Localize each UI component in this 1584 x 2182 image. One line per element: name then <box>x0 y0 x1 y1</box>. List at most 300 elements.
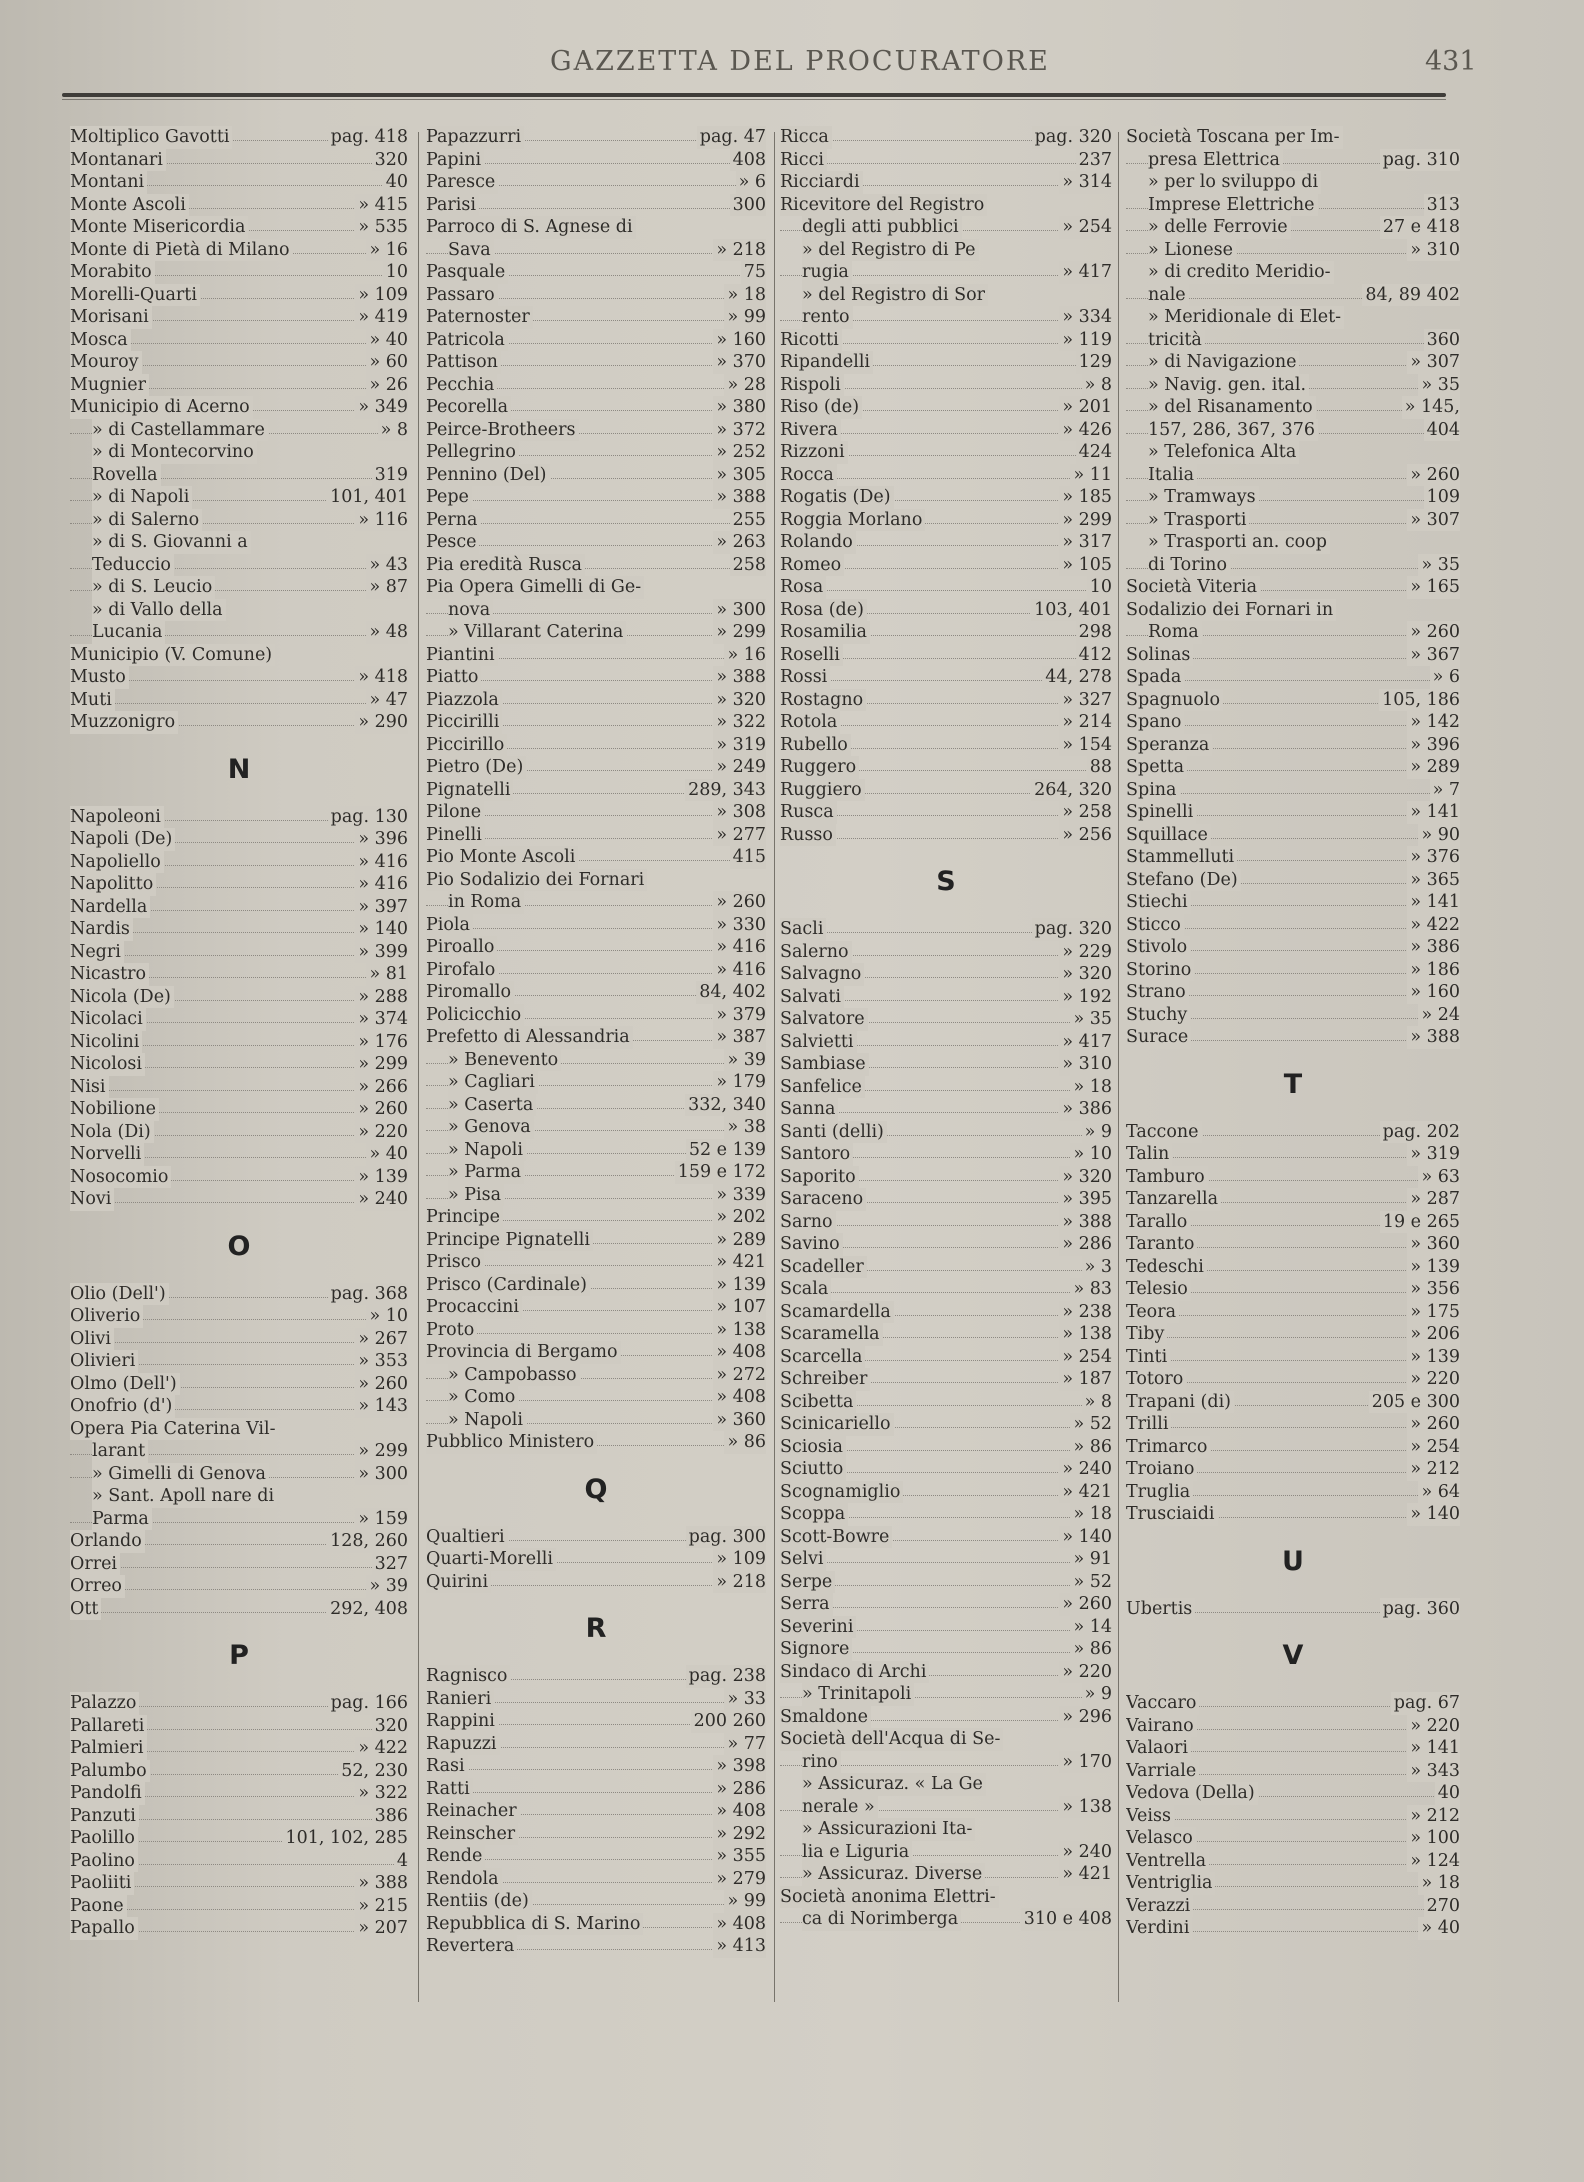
index-entry <box>70 576 408 599</box>
entry-page: pag. 47 <box>697 126 766 149</box>
index-entry <box>70 1188 408 1211</box>
index-entry <box>780 284 1112 307</box>
entry-name: » di Navigazione <box>1148 351 1299 374</box>
entry-name: Pio Sodalizio dei Fornari <box>426 869 647 892</box>
entry-page: » 266 <box>355 1076 408 1099</box>
index-entry <box>426 1526 766 1549</box>
entry-name: Nicastro <box>70 963 149 986</box>
entry-name: Salvagno <box>780 963 864 986</box>
index-entry <box>1126 779 1460 802</box>
entry-page: » 218 <box>713 1571 766 1594</box>
entry-page: » 308 <box>713 801 766 824</box>
entry-name: Speranza <box>1126 734 1212 757</box>
index-entry <box>1126 1301 1460 1324</box>
entry-name: in Roma <box>448 891 524 914</box>
entry-page: pag. 67 <box>1391 1692 1460 1715</box>
entry-page: » 18 <box>724 284 766 307</box>
index-entry <box>1126 1413 1460 1436</box>
index-entry <box>1126 374 1460 397</box>
entry-name: Società Toscana per Im- <box>1126 126 1343 149</box>
entry-name: Velasco <box>1126 1827 1196 1850</box>
entry-name: Onofrio (d') <box>70 1395 175 1418</box>
entry-name: Rosamilia <box>780 621 870 644</box>
index-entry <box>1126 351 1460 374</box>
entry-name: Quarti-Morelli <box>426 1548 556 1571</box>
index-entry <box>70 689 408 712</box>
entry-page: » 240 <box>355 1188 408 1211</box>
entry-page: » 9 <box>1082 1121 1112 1144</box>
entry-name: » Lionese <box>1148 239 1236 262</box>
index-entry <box>426 959 766 982</box>
entry-page: » 220 <box>1407 1715 1460 1738</box>
entry-page: » 376 <box>1407 846 1460 869</box>
entry-name: Olio (Dell') <box>70 1283 169 1306</box>
index-entry <box>70 963 408 986</box>
index-entry <box>1126 1737 1460 1760</box>
index-entry <box>780 1661 1112 1684</box>
entry-page: » 356 <box>1407 1278 1460 1301</box>
index-entry <box>780 486 1112 509</box>
entry-name: Prefetto di Alessandria <box>426 1026 633 1049</box>
entry-name: Ricevitore del Registro <box>780 194 987 217</box>
entry-name: larant <box>92 1440 148 1463</box>
entry-name: Mosca <box>70 329 131 352</box>
section-letter: N <box>227 753 251 785</box>
entry-page: » 413 <box>713 1935 766 1958</box>
index-entry <box>1126 734 1460 757</box>
entry-page: » 90 <box>1418 824 1460 847</box>
index-entry <box>1126 1323 1460 1346</box>
entry-page: » 288 <box>355 986 408 1009</box>
entry-name: Morabito <box>70 261 155 284</box>
entry-name: Sciutto <box>780 1458 846 1481</box>
entry-page: » 52 <box>1070 1571 1112 1594</box>
index-entry <box>780 1031 1112 1054</box>
index-entry <box>426 666 766 689</box>
entry-name: » Assicuraz. Diverse <box>802 1863 985 1886</box>
entry-page: » 218 <box>713 239 766 262</box>
index-entry <box>426 509 766 532</box>
entry-name: » Campobasso <box>448 1364 580 1387</box>
entry-page: » 139 <box>713 1274 766 1297</box>
entry-page: » 260 <box>713 891 766 914</box>
entry-name: ca di Norimberga <box>802 1908 961 1931</box>
index-entry <box>1126 1715 1460 1738</box>
entry-page: » 40 <box>1418 1917 1460 1940</box>
entry-name: Scadeller <box>780 1256 867 1279</box>
entry-page: 360 <box>1424 329 1460 352</box>
index-entry <box>426 1778 766 1801</box>
entry-page: » 395 <box>1059 1188 1112 1211</box>
entry-name: Telesio <box>1126 1278 1191 1301</box>
entry-name: Spada <box>1126 666 1184 689</box>
index-entry <box>780 441 1112 464</box>
index-entry <box>426 1688 766 1711</box>
index-entry <box>426 824 766 847</box>
index-entry <box>70 509 408 532</box>
entry-page: » 238 <box>1059 1301 1112 1324</box>
entry-name: di Torino <box>1148 554 1230 577</box>
index-entry <box>780 666 1112 689</box>
entry-name: » Trasporti <box>1148 509 1249 532</box>
entry-name: » Parma <box>448 1161 524 1184</box>
index-entry <box>70 1008 408 1031</box>
entry-name: Trimarco <box>1126 1436 1210 1459</box>
entry-page: » 388 <box>713 486 766 509</box>
entry-page: » 416 <box>713 936 766 959</box>
entry-name: Piatto <box>426 666 481 689</box>
entry-name: Scott-Bowre <box>780 1526 892 1549</box>
entry-name: Pio Monte Ascoli <box>426 846 578 869</box>
entry-page: » 322 <box>713 711 766 734</box>
entry-name: Pirofalo <box>426 959 498 982</box>
entry-name: nova <box>448 599 493 622</box>
index-entry <box>426 396 766 419</box>
entry-name: Norvelli <box>70 1143 144 1166</box>
index-entry <box>780 126 1112 149</box>
entry-name: Smaldone <box>780 1706 871 1729</box>
index-entry <box>780 171 1112 194</box>
entry-page: » 422 <box>355 1737 408 1760</box>
entry-page: 88 <box>1087 756 1112 779</box>
entry-page: 412 <box>1076 644 1112 667</box>
entry-name: lia e Liguria <box>802 1841 912 1864</box>
entry-page: » 374 <box>355 1008 408 1031</box>
entry-page: » 207 <box>355 1917 408 1940</box>
index-entry <box>426 1341 766 1364</box>
index-entry <box>426 171 766 194</box>
index-entry <box>70 873 408 896</box>
entry-name: Principe <box>426 1206 503 1229</box>
entry-name: Peirce-Brotheers <box>426 419 579 442</box>
entry-page: » 154 <box>1059 734 1112 757</box>
index-entry <box>780 1121 1112 1144</box>
entry-page: » 220 <box>1407 1368 1460 1391</box>
entry-name: Santi (delli) <box>780 1121 887 1144</box>
entry-page: pag. 166 <box>328 1692 408 1715</box>
entry-name: Perna <box>426 509 480 532</box>
index-entry <box>70 1553 408 1576</box>
index-entry <box>70 1530 408 1553</box>
index-entry <box>1126 126 1460 149</box>
entry-name: Rosa (de) <box>780 599 867 622</box>
entry-name: Veiss <box>1126 1805 1174 1828</box>
entry-name: Pesce <box>426 531 479 554</box>
entry-page: 255 <box>730 509 766 532</box>
section-letter: S <box>936 866 956 897</box>
index-entry <box>1126 1436 1460 1459</box>
entry-name: » Assicuraz. « La Ge <box>802 1773 986 1796</box>
index-entry <box>426 914 766 937</box>
entry-page: » 353 <box>355 1350 408 1373</box>
index-entry <box>426 1733 766 1756</box>
entry-name: Piola <box>426 914 473 937</box>
entry-name: Scibetta <box>780 1391 856 1414</box>
entry-page: » 86 <box>1070 1436 1112 1459</box>
entry-page: » 33 <box>724 1688 766 1711</box>
entry-page: » 83 <box>1070 1278 1112 1301</box>
entry-name: » Navig. gen. ital. <box>1148 374 1309 397</box>
entry-page: » 220 <box>1059 1661 1112 1684</box>
entry-name: Società anonima Elettri- <box>780 1886 999 1909</box>
section-letter: R <box>585 1613 607 1644</box>
entry-name: Rasi <box>426 1755 468 1778</box>
index-entry <box>1126 216 1460 239</box>
entry-page: » 229 <box>1059 941 1112 964</box>
entry-name: Principe Pignatelli <box>426 1229 593 1252</box>
entry-name: Pietro (De) <box>426 756 526 779</box>
entry-page: » 372 <box>713 419 766 442</box>
index-entry <box>780 531 1112 554</box>
index-entry <box>70 1463 408 1486</box>
index-entry <box>1126 1872 1460 1895</box>
entry-name: Pecchia <box>426 374 497 397</box>
entry-name: Saraceno <box>780 1188 866 1211</box>
entry-name: Prisco <box>426 1251 484 1274</box>
index-entry <box>70 1166 408 1189</box>
index-entry <box>426 1710 766 1733</box>
page-number: 431 <box>1425 46 1477 77</box>
entry-page: » 254 <box>1059 216 1112 239</box>
entry-page: » 535 <box>355 216 408 239</box>
entry-page: » 63 <box>1418 1166 1460 1189</box>
index-entry <box>70 1098 408 1121</box>
entry-page: » 355 <box>713 1845 766 1868</box>
entry-name: » di Montecorvino <box>92 441 257 464</box>
index-entry <box>780 261 1112 284</box>
index-entry <box>70 1121 408 1144</box>
entry-name: Roggia Morlano <box>780 509 925 532</box>
entry-name: Rizzoni <box>780 441 848 464</box>
entry-page: » 140 <box>1407 1503 1460 1526</box>
entry-page: » 119 <box>1059 329 1112 352</box>
entry-name: Lucania <box>92 621 165 644</box>
entry-name: » di S. Leucio <box>92 576 215 599</box>
index-entry <box>780 1233 1112 1256</box>
index-entry <box>1126 891 1460 914</box>
entry-name: Ranieri <box>426 1688 494 1711</box>
entry-name: Pepe <box>426 486 472 509</box>
index-entry <box>1126 1346 1460 1369</box>
index-entry <box>780 918 1112 941</box>
entry-page: » 398 <box>713 1755 766 1778</box>
entry-name: Nisi <box>70 1076 109 1099</box>
entry-page: 200 260 <box>691 1710 766 1733</box>
entry-name: Savino <box>780 1233 843 1256</box>
index-entry <box>1126 239 1460 262</box>
index-entry <box>780 1908 1112 1931</box>
entry-page: » 28 <box>724 374 766 397</box>
section-letter: T <box>1283 1068 1303 1100</box>
index-entry <box>1126 801 1460 824</box>
running-title: GAZZETTA DEL PROCURATORE <box>550 46 1050 77</box>
index-entry <box>1126 576 1460 599</box>
entry-page: » 142 <box>1407 711 1460 734</box>
index-entry <box>780 1278 1112 1301</box>
entry-name: Municipio (V. Comune) <box>70 644 275 667</box>
entry-page: » 16 <box>724 644 766 667</box>
leader-dots <box>70 1567 408 1568</box>
entry-page: » 419 <box>355 306 408 329</box>
entry-name: Sodalizio dei Fornari in <box>1126 599 1336 622</box>
entry-name: Rogatis (De) <box>780 486 894 509</box>
entry-page: 128, 260 <box>327 1530 408 1553</box>
entry-name: Rostagno <box>780 689 866 712</box>
index-entry <box>780 1323 1112 1346</box>
index-entry <box>1126 1188 1460 1211</box>
index-column-3 <box>780 126 1112 1931</box>
entry-name: Stammelluti <box>1126 846 1237 869</box>
entry-page: » 176 <box>355 1031 408 1054</box>
entry-page: 205 e 300 <box>1369 1391 1460 1414</box>
entry-page: » 320 <box>1059 1166 1112 1189</box>
entry-page: 298 <box>1076 621 1112 644</box>
index-entry <box>426 1184 766 1207</box>
entry-name: Rovella <box>92 464 161 487</box>
entry-name: » Napoli <box>448 1409 526 1432</box>
index-entry <box>426 374 766 397</box>
index-entry <box>780 1301 1112 1324</box>
index-entry <box>426 1296 766 1319</box>
entry-page: 40 <box>383 171 408 194</box>
index-entry <box>1126 981 1460 1004</box>
section-letter: U <box>1282 1545 1304 1577</box>
entry-page: » 260 <box>355 1373 408 1396</box>
index-entry <box>780 1616 1112 1639</box>
entry-name: nerale » <box>802 1796 878 1819</box>
index-entry <box>426 1206 766 1229</box>
entry-name: Storino <box>1126 959 1194 982</box>
index-entry <box>426 1274 766 1297</box>
index-entry <box>426 1229 766 1252</box>
index-entry <box>780 149 1112 172</box>
index-entry <box>1126 441 1460 464</box>
entry-page: » 290 <box>355 711 408 734</box>
entry-page: » 141 <box>1407 801 1460 824</box>
section-letter: V <box>1282 1640 1304 1671</box>
entry-name: Monte Misericordia <box>70 216 248 239</box>
index-entry <box>780 1503 1112 1526</box>
entry-page: » 415 <box>355 194 408 217</box>
index-entry <box>1126 531 1460 554</box>
entry-page: » 47 <box>366 689 408 712</box>
entry-page: » 418 <box>355 666 408 689</box>
entry-page: » 388 <box>713 666 766 689</box>
entry-name: Rentiis (de) <box>426 1890 532 1913</box>
entry-page: » 360 <box>1407 1233 1460 1256</box>
entry-page: » 35 <box>1418 554 1460 577</box>
index-entry <box>70 986 408 1009</box>
index-entry <box>780 689 1112 712</box>
entry-page: 84, 402 <box>696 981 766 1004</box>
entry-name: Reinacher <box>426 1800 520 1823</box>
entry-page: » 263 <box>713 531 766 554</box>
entry-name: Solinas <box>1126 644 1193 667</box>
index-entry <box>426 126 766 149</box>
column-divider <box>774 132 775 2002</box>
entry-name: Teduccio <box>92 554 174 577</box>
entry-name: Signore <box>780 1638 852 1661</box>
entry-page: 300 <box>730 194 766 217</box>
entry-name: Stuchy <box>1126 1004 1190 1027</box>
entry-page: pag. 418 <box>328 126 408 149</box>
entry-page: » 140 <box>1059 1526 1112 1549</box>
index-entry <box>1126 1481 1460 1504</box>
entry-page: » 299 <box>713 621 766 644</box>
entry-page: » 202 <box>713 1206 766 1229</box>
entry-name: Monte di Pietà di Milano <box>70 239 293 262</box>
index-entry <box>1126 689 1460 712</box>
entry-page: » 201 <box>1059 396 1112 419</box>
entry-name: » Tramways <box>1148 486 1259 509</box>
index-entry <box>426 711 766 734</box>
index-entry <box>70 941 408 964</box>
entry-name: Napolitto <box>70 873 156 896</box>
entry-page: 292, 408 <box>327 1598 408 1621</box>
entry-page: 319 <box>372 464 408 487</box>
entry-page: pag. 238 <box>686 1665 766 1688</box>
entry-page: » 35 <box>1070 1008 1112 1031</box>
entry-page: » 307 <box>1407 509 1460 532</box>
entry-name: » di Salerno <box>92 509 202 532</box>
index-entry <box>1126 1256 1460 1279</box>
index-entry <box>70 1395 408 1418</box>
index-entry <box>1126 1692 1460 1715</box>
entry-page: » 320 <box>713 689 766 712</box>
entry-page: 27 e 418 <box>1380 216 1460 239</box>
entry-page: » 212 <box>1407 1805 1460 1828</box>
index-entry <box>426 756 766 779</box>
entry-page: » 139 <box>1407 1256 1460 1279</box>
index-entry <box>70 419 408 442</box>
index-entry <box>70 1692 408 1715</box>
entry-page: 109 <box>1424 486 1460 509</box>
entry-page: » 11 <box>1070 464 1112 487</box>
entry-page: » 289 <box>1407 756 1460 779</box>
entry-name: Palumbo <box>70 1760 150 1783</box>
index-entry <box>1126 824 1460 847</box>
entry-page: » 91 <box>1070 1548 1112 1571</box>
entry-page: » 240 <box>1059 1841 1112 1864</box>
index-entry <box>426 599 766 622</box>
entry-page: 10 <box>383 261 408 284</box>
entry-page: 237 <box>1076 149 1112 172</box>
index-column-4 <box>1126 126 1460 1940</box>
entry-page: » 279 <box>713 1868 766 1891</box>
entry-name: Stiechi <box>1126 891 1191 914</box>
entry-page: » 87 <box>366 576 408 599</box>
header-rule <box>62 93 1446 97</box>
entry-name: Opera Pia Caterina Vil- <box>70 1418 279 1441</box>
entry-name: Valaori <box>1126 1737 1191 1760</box>
entry-name: Patricola <box>426 329 508 352</box>
entry-name: Teora <box>1126 1301 1179 1324</box>
entry-page: » 160 <box>713 329 766 352</box>
entry-name: presa Elettrica <box>1148 149 1283 172</box>
entry-page: 332, 340 <box>685 1094 766 1117</box>
entry-page: » 421 <box>1059 1863 1112 1886</box>
index-entry <box>426 981 766 1004</box>
index-entry <box>426 734 766 757</box>
index-entry <box>426 419 766 442</box>
entry-page: » 396 <box>355 828 408 851</box>
entry-page: » 314 <box>1059 171 1112 194</box>
entry-page: » 139 <box>1407 1346 1460 1369</box>
entry-page: 103, 401 <box>1031 599 1112 622</box>
index-entry <box>780 239 1112 262</box>
index-entry <box>780 1773 1112 1796</box>
entry-name: Romeo <box>780 554 844 577</box>
